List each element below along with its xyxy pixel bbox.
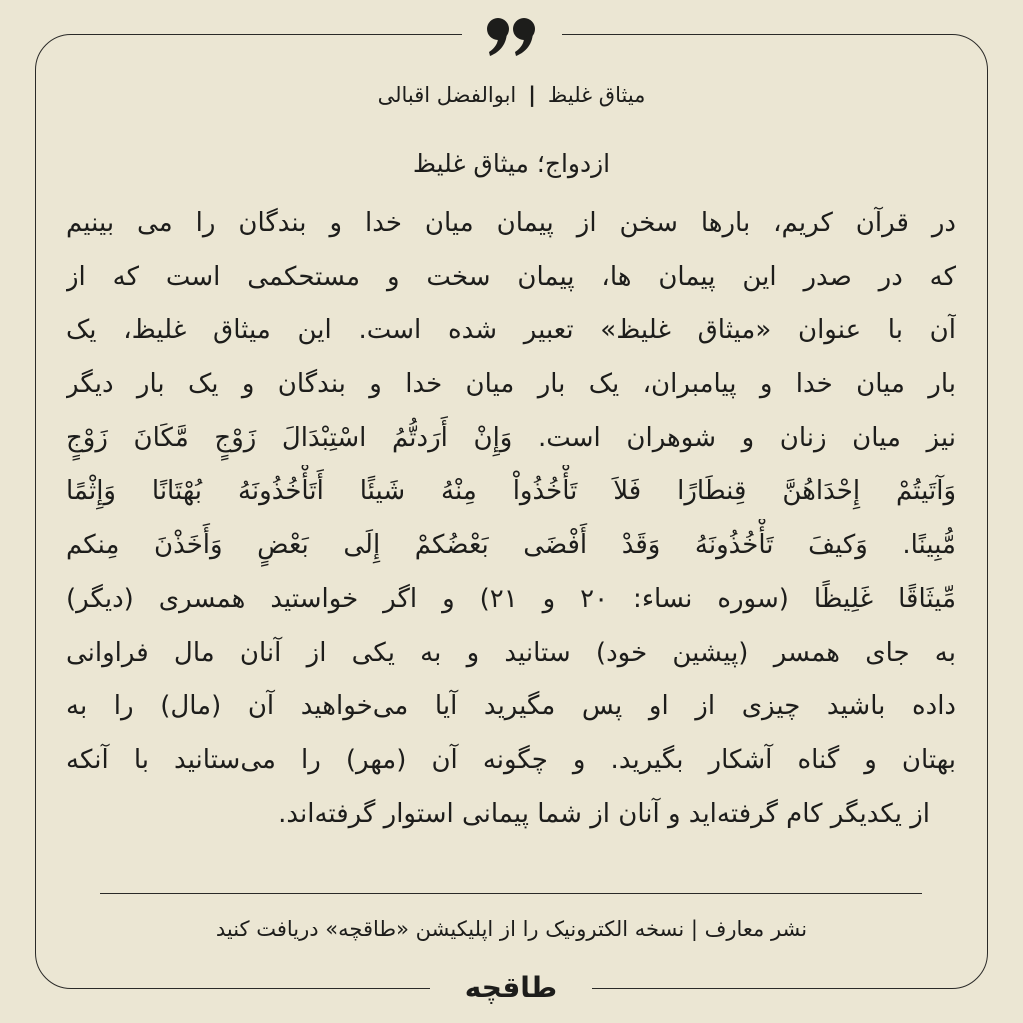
body-line: که در صدر این پیمان ها، پیمان سخت و مستحکمی است که از xyxy=(66,261,956,292)
taaghche-logo: طاقچه xyxy=(464,971,558,1004)
publisher-footer: نشر معارف | نسخه الکترونیک را از اپلیکیشن «طاقچه» دریافت کنید xyxy=(215,917,808,941)
header-separator: | xyxy=(528,83,536,107)
body-line: وَآتَيتُمْ إِحْدَاهُنَّ قِنطَارًا فَلاَ تَأْخُذُواْ مِنْهُ شَيئًا أَتَأْخُذُونَهُ بُهْتَانًا وَإِثْمًا xyxy=(66,476,956,507)
body-line: بهتان و گناه آشکار بگیرید. و چگونه آن (مهر) را می‌ستانید با آنکه xyxy=(66,744,956,775)
author-name: ابوالفضل اقبالی xyxy=(377,83,517,107)
body-line: نیز میان زنان و شوهران است. وَإِنْ أَرَدتُّمُ اسْتِبْدَالَ زَوْجٍ مَّكَانَ زَوْجٍ xyxy=(66,422,956,453)
body-line: در قرآن کریم، بارها سخن از پیمان میان خدا و بندگان را می بینیم xyxy=(66,208,956,238)
body-line: مِّيثَاقًا غَلِيظًا (سوره نساء: ۲۰ و ۲۱) و اگر خواستید همسری (دیگر) xyxy=(66,583,956,614)
body-line: بار میان خدا و پیامبران، یک بار میان خدا و بندگان و یک بار دیگر xyxy=(66,369,956,400)
book-title: میثاق غلیظ xyxy=(547,83,646,107)
body-line: از یکدیگر کام گرفته‌اید و آنان از شما پیمانی استوار گرفته‌اند. xyxy=(278,798,930,829)
body-line: داده باشید چیزی از او پس مگیرید آیا می‌خواهید آن (مال) را به xyxy=(66,691,956,722)
footer-divider xyxy=(100,893,922,894)
excerpt-title: ازدواج؛ میثاق غلیظ xyxy=(412,149,611,178)
body-line: آن با عنوان «میثاق غلیظ» تعبیر شده است. این میثاق غلیظ، یک xyxy=(66,315,956,346)
excerpt-body xyxy=(66,197,956,841)
quote-icon xyxy=(482,14,542,64)
book-header xyxy=(60,78,963,112)
body-line: مُّبِينًا. وَكيفَ تَأْخُذُونَهُ وَقَدْ أَفْضَى بَعْضُكمْ إِلَى بَعْضٍ وَأَخَذْنَ مِنكم xyxy=(66,530,956,561)
body-line: به جای همسر (پیشین خود) ستانید و به یکی از آنان مال فراوانی xyxy=(66,637,956,668)
